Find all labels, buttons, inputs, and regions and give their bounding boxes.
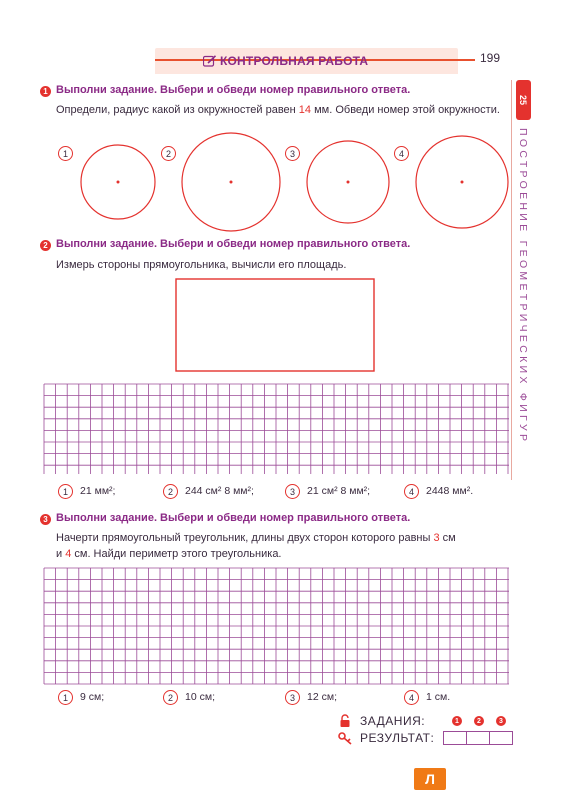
task-3-highlight-2: 4 [65, 548, 72, 560]
task-2-option-4-label: 2448 мм². [426, 485, 474, 497]
padlock-icon [338, 714, 352, 728]
task-3-option-2-label: 10 см; [185, 691, 215, 703]
task-1-text-a: Определи, радиус какой из окружностей равен [56, 104, 299, 116]
task-3-option-4-label: 1 см. [426, 691, 451, 703]
task-2-option-2-label: 244 см² 8 мм²; [185, 485, 254, 497]
task-1-highlight: 14 [298, 104, 312, 116]
task-3-line1-b: см [439, 532, 456, 544]
task-3-heading: Выполни задание. Выбери и обведи номер правильного ответа. [56, 512, 411, 524]
task-3-option-2[interactable]: 2 [163, 690, 178, 705]
task-1-heading: Выполни задание. Выбери и обведи номер правильного ответа. [56, 84, 411, 96]
task-3-option-1-label: 9 см; [80, 691, 105, 703]
task-3-option-4[interactable]: 4 [404, 690, 419, 705]
task-mark-3: 3 [496, 716, 506, 726]
chapter-title: ПОСТРОЕНИЕ ГЕОМЕТРИЧЕСКИХ ФИГУР [517, 128, 529, 445]
task-2-option-3-label: 21 см² 8 мм²; [307, 485, 371, 497]
task-mark-1: 1 [452, 716, 462, 726]
task-1-option-1[interactable]: 1 [58, 146, 73, 161]
tasks-label: ЗАДАНИЯ: [360, 714, 426, 728]
task-3-option-3-label: 12 см; [307, 691, 337, 703]
result-label: РЕЗУЛЬТАТ: [360, 731, 435, 745]
task-3-line1-a: Начерти прямоугольный треугольник, длины двух сторон которого равны [56, 532, 434, 544]
task-number-1: 1 [40, 86, 51, 97]
task-2-text: Измерь стороны прямоугольника, вычисли его площадь. [56, 259, 347, 271]
task-3-highlight-1: 3 [433, 532, 440, 544]
task-1-text-b: мм. Обведи номер этой окружности. [311, 104, 500, 116]
task-1-option-3[interactable]: 3 [285, 146, 300, 161]
task-number-3: 3 [40, 514, 51, 525]
task-2-option-2[interactable]: 2 [163, 484, 178, 499]
task-3-option-3[interactable]: 3 [285, 690, 300, 705]
task-1-option-4[interactable]: 4 [394, 146, 409, 161]
task-2-heading: Выполни задание. Выбери и обведи номер правильного ответа. [56, 238, 411, 250]
result-box-1[interactable] [443, 731, 467, 745]
result-box-3[interactable] [489, 731, 513, 745]
key-icon [338, 731, 354, 745]
task-2-option-3[interactable]: 3 [285, 484, 300, 499]
result-box-2[interactable] [466, 731, 490, 745]
task-3-line2-a: и [56, 548, 66, 560]
page-number: 199 [480, 51, 501, 65]
task-2-option-4[interactable]: 4 [404, 484, 419, 499]
task-3-option-1[interactable]: 1 [58, 690, 73, 705]
task-3-line2-b: см. Найди периметр этого треугольника. [71, 548, 282, 560]
task-2-option-1[interactable]: 1 [58, 484, 73, 499]
task-2-option-1-label: 21 мм²; [80, 485, 116, 497]
task-mark-2: 2 [474, 716, 484, 726]
task-number-2: 2 [40, 240, 51, 251]
publisher-logo: Л [414, 768, 446, 790]
page-header-title: КОНТРОЛЬНАЯ РАБОТА [220, 54, 369, 68]
task-1-option-2[interactable]: 2 [161, 146, 176, 161]
chapter-badge-number: 25 [518, 94, 529, 106]
